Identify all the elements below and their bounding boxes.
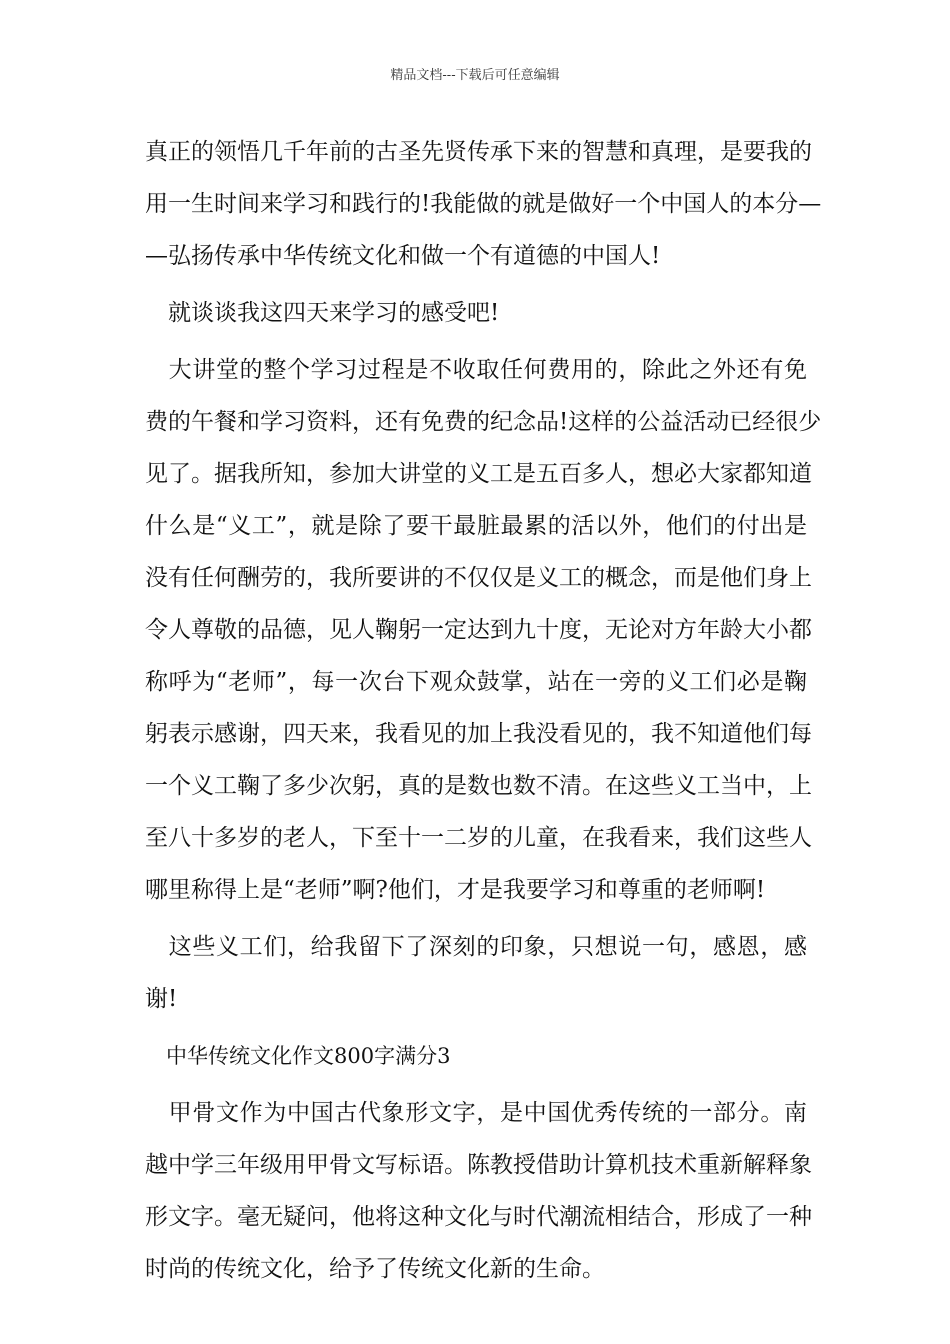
text-line: 至八十多岁的老人，下至十一二岁的儿童，在我看来，我们这些人 — [145, 825, 812, 851]
section-heading: 中华传统文化作文800字满分3 — [145, 1044, 451, 1068]
text-line: 什么是“义工”，就是除了要干最脏最累的活以外，他们的付出是 — [145, 513, 807, 539]
text-line: 越中学三年级用甲骨文写标语。陈教授借助计算机技术重新解释象 — [145, 1152, 812, 1178]
text-line: 称呼为“老师”，每一次台下观众鼓掌，站在一旁的义工们必是鞠 — [145, 669, 807, 695]
page-header: 精品文档---下载后可任意编辑 — [390, 68, 560, 83]
text-line: 费的午餐和学习资料，还有免费的纪念品!这样的公益活动已经很少 — [145, 409, 822, 435]
document-body — [145, 131, 822, 1300]
text-line: 形文字。毫无疑问，他将这种文化与时代潮流相结合，形成了一种 — [145, 1204, 812, 1230]
text-line: 真正的领悟几千年前的古圣先贤传承下来的智慧和真理，是要我的 — [145, 139, 812, 165]
text-line: 一个义工鞠了多少次躬，真的是数也数不清。在这些义工当中，上 — [145, 773, 812, 799]
text-line: 没有任何酬劳的，我所要讲的不仅仅是义工的概念，而是他们身上 — [145, 565, 812, 591]
text-line: 谢! — [145, 986, 178, 1012]
text-line: 大讲堂的整个学习过程是不收取任何费用的，除此之外还有免 — [145, 357, 807, 383]
text-line: 时尚的传统文化，给予了传统文化新的生命。 — [145, 1256, 605, 1282]
text-line: 哪里称得上是“老师”啊?他们，才是我要学习和尊重的老师啊! — [145, 877, 766, 903]
text-line: 用一生时间来学习和践行的!我能做的就是做好一个中国人的本分— — [145, 191, 822, 217]
text-line: 见了。据我所知，参加大讲堂的义工是五百多人，想必大家都知道 — [145, 461, 812, 487]
text-line: 躬表示感谢，四天来，我看见的加上我没看见的，我不知道他们每 — [145, 721, 812, 747]
text-line: 甲骨文作为中国古代象形文字，是中国优秀传统的一部分。南 — [145, 1100, 807, 1126]
text-line: —弘扬传承中华传统文化和做一个有道德的中国人! — [145, 243, 661, 269]
text-line: 令人尊敬的品德，见人鞠躬一定达到九十度，无论对方年龄大小都 — [145, 617, 812, 643]
text-line: 这些义工们，给我留下了深刻的印象，只想说一句，感恩，感 — [145, 934, 807, 960]
text-line: 就谈谈我这四天来学习的感受吧! — [145, 300, 500, 326]
